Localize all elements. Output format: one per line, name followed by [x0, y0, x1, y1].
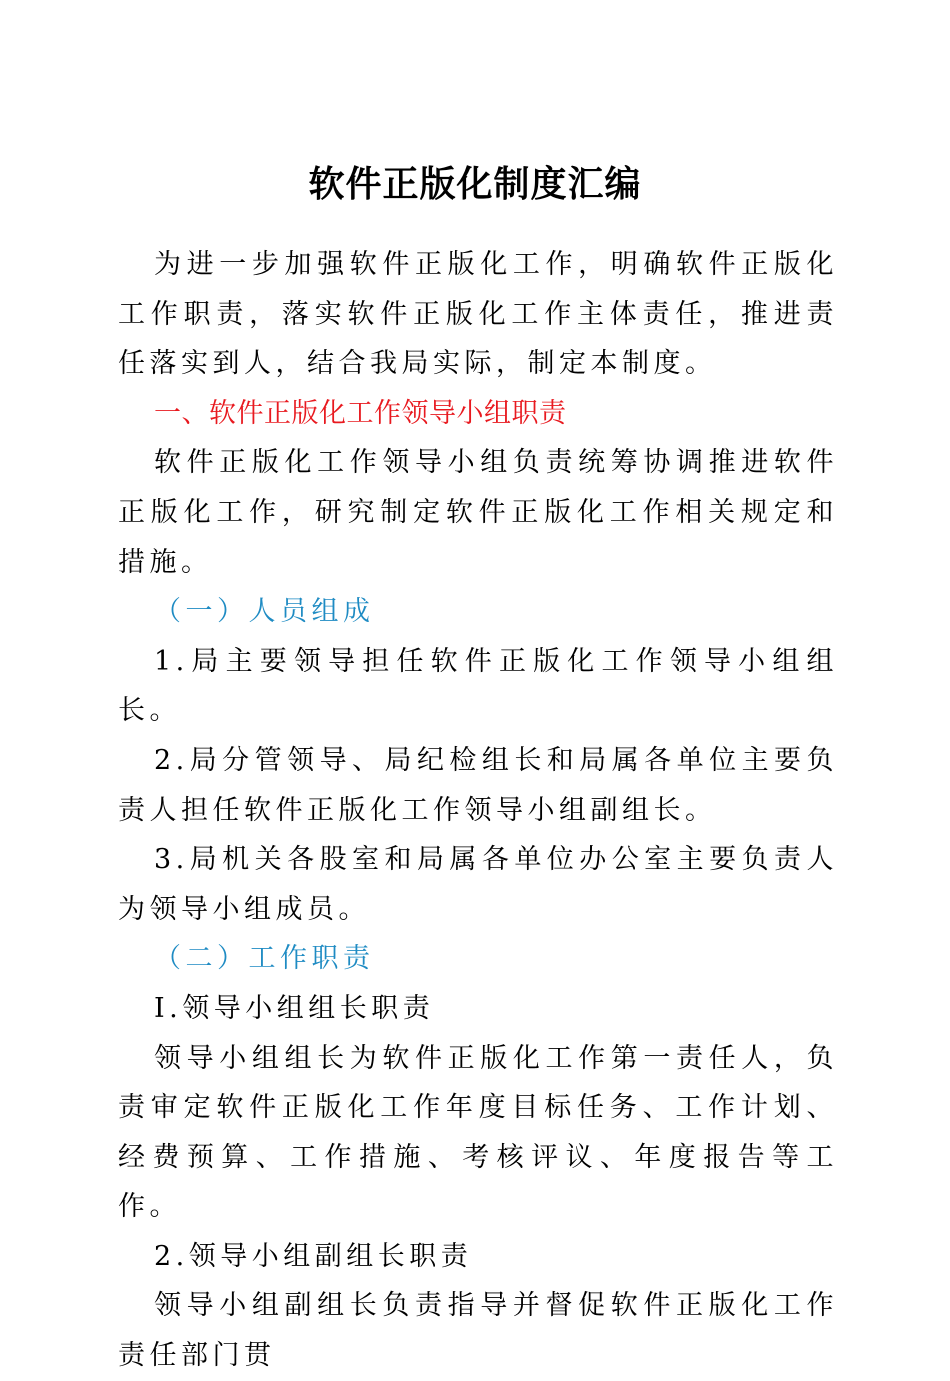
subsection-heading-duties: （二）工作职责 — [154, 943, 375, 975]
subsection-heading-members: （一）人员组成 — [154, 596, 375, 628]
member-item-1: 1.局主要领导担任软件正版化工作领导小组组长。 — [118, 645, 838, 727]
member-item-3: 3.局机关各股室和局属各单位办公室主要负责人为领导小组成员。 — [118, 844, 838, 925]
duty-heading-leader: I.领导小组组长职责 — [154, 992, 435, 1024]
duty-paragraph-deputy: 领导小组副组长负责指导并督促软件正版化工作责任部门贯 — [118, 1290, 838, 1372]
section-paragraph-leading-group: 软件正版化工作领导小组负责统筹协调推进软件正版化工作，研究制定软件正版化工作相关规定和措施。 — [118, 447, 838, 578]
document-body — [118, 240, 838, 1381]
member-item-2: 2.局分管领导、局纪检组长和局属各单位主要负责人担任软件正版化工作领导小组副组长。 — [118, 744, 838, 826]
duty-paragraph-leader: 领导小组组长为软件正版化工作第一责任人，负责审定软件正版化工作年度目标任务、工作计划、经费预算、工作措施、考核评议、年度报告等工作。 — [118, 1042, 838, 1223]
section-heading-leading-group: 一、软件正版化工作领导小组职责 — [154, 397, 567, 429]
duty-heading-deputy: 2.领导小组副组长职责 — [154, 1240, 473, 1272]
document-title: 软件正版化制度汇编 — [308, 164, 642, 205]
intro-paragraph: 为进一步加强软件正版化工作，明确软件正版化工作职责，落实软件正版化工作主体责任，推进责任落实到人，结合我局实际，制定本制度。 — [118, 249, 838, 380]
